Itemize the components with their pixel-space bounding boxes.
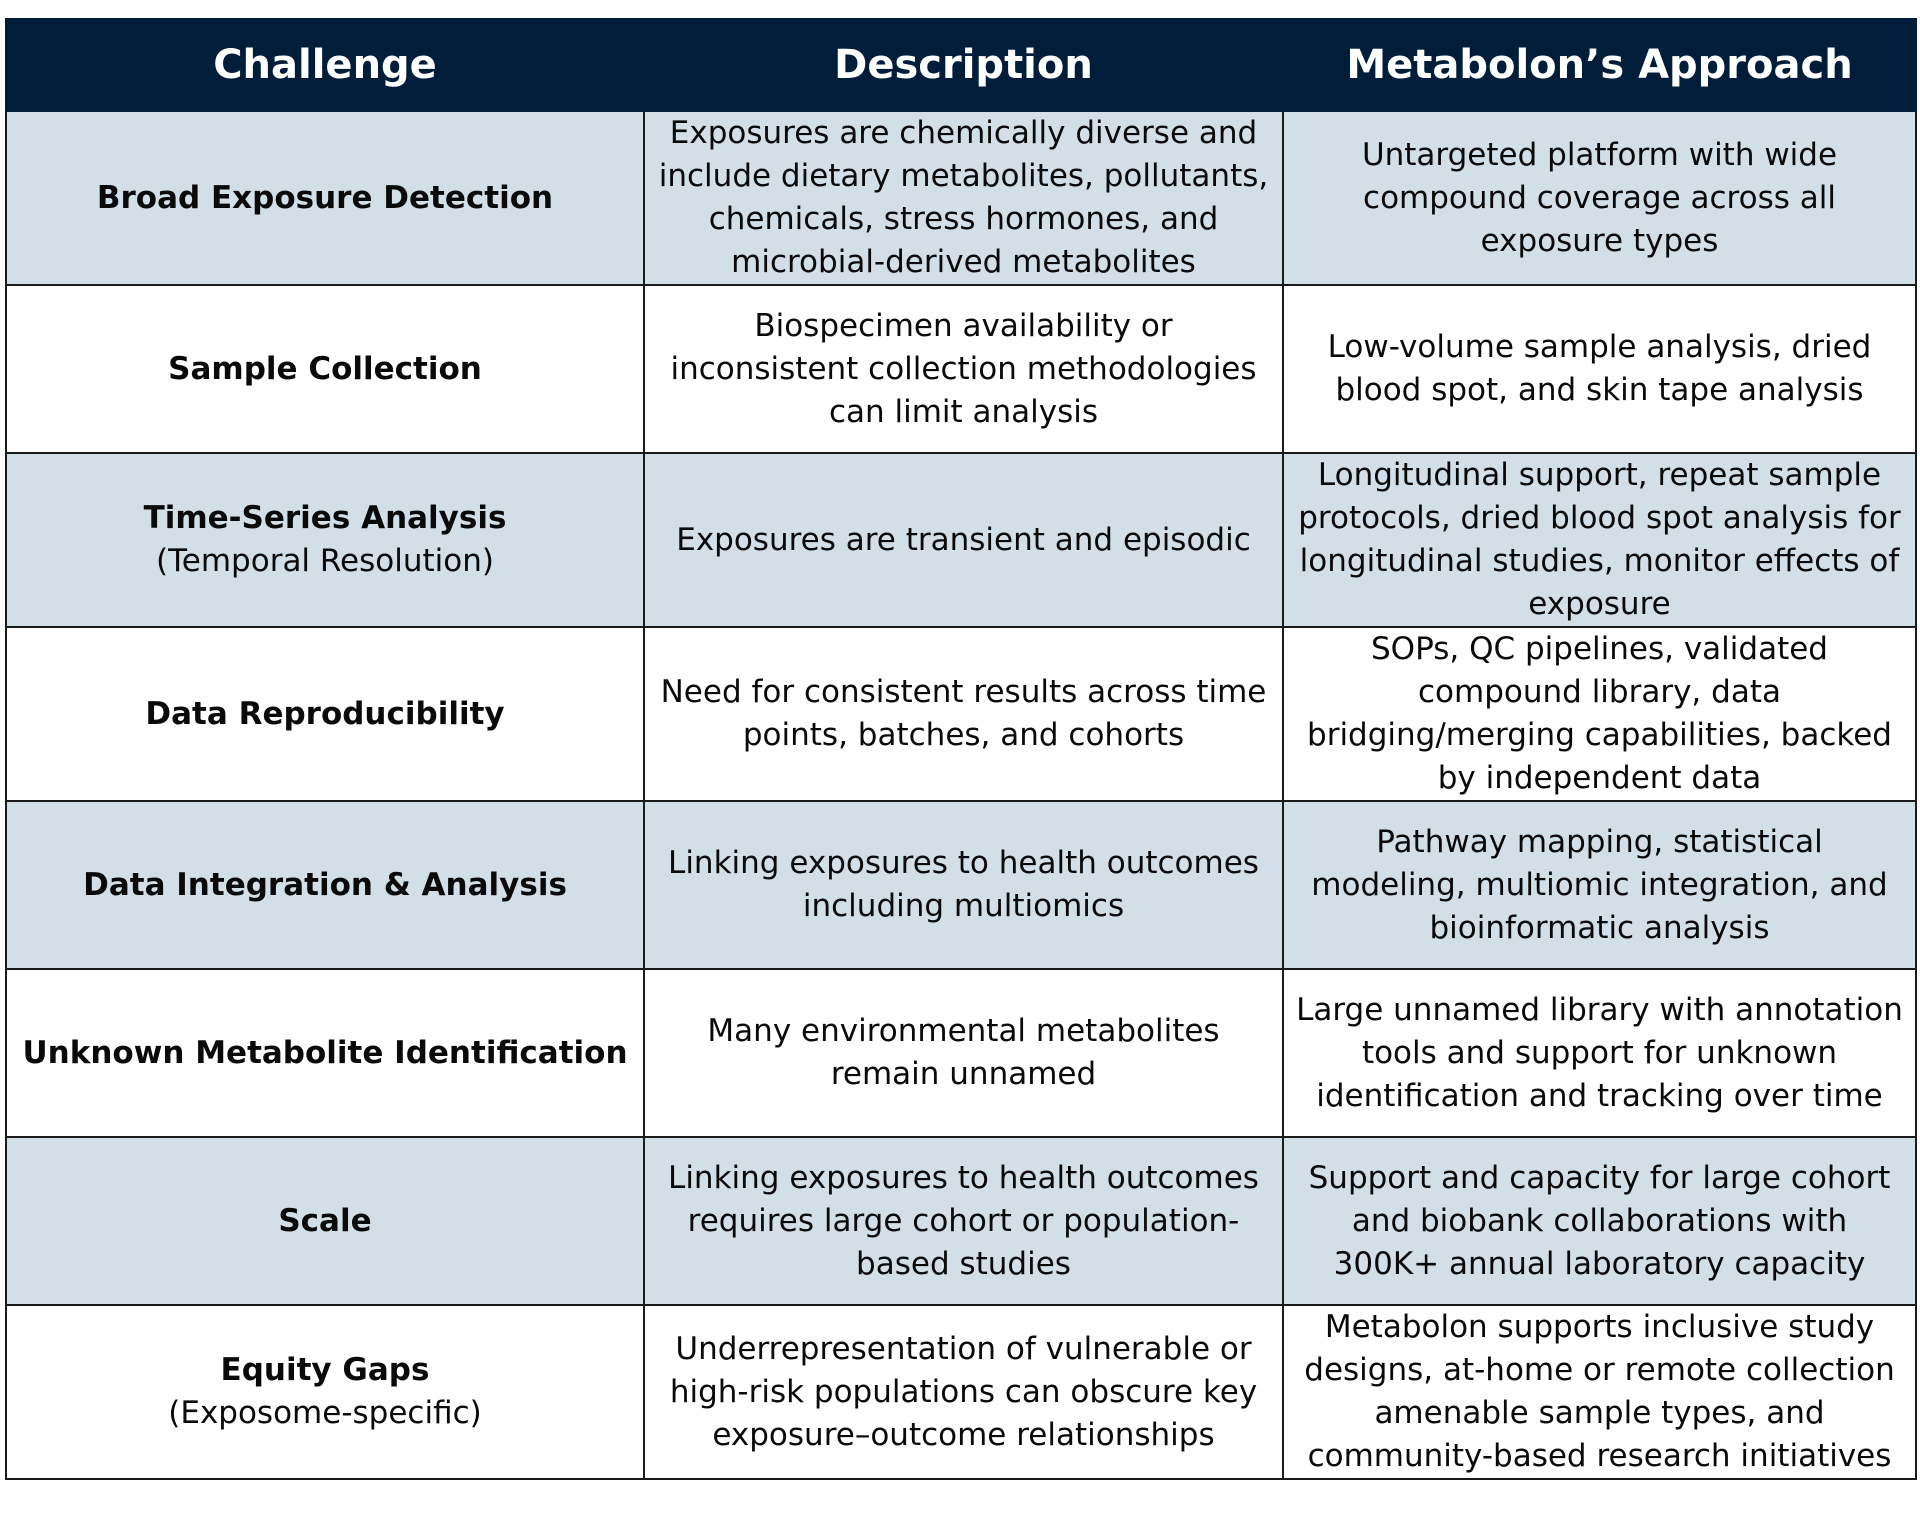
challenge-title: Broad Exposure Detection [96,179,554,216]
challenge-title: Data Integration & Analysis [83,866,567,903]
header-approach: Metabolon’s Approach [1283,19,1916,111]
approach-cell: SOPs, QC pipelines, validated compound library, data bridging/merging capabilities, backed by independent data [1283,627,1916,801]
table-row [6,969,1916,1137]
challenge-cell [6,111,644,285]
table-body [6,111,1916,1479]
header-challenge: Challenge [6,19,644,111]
description-cell: Exposures are chemically diverse and include dietary metabolites, pollutants, chemicals, stress hormones, and microbial-derived metabolites [644,111,1283,285]
challenge-cell [6,1137,644,1305]
approach-cell: Support and capacity for large cohort and biobank collaborations with 300K+ annual laboratory capacity [1283,1137,1916,1305]
description-cell: Linking exposures to health outcomes requires large cohort or population-based studies [644,1137,1283,1305]
challenge-cell [6,801,644,969]
table-row [6,285,1916,453]
challenge-cell [6,627,644,801]
approach-cell: Longitudinal support, repeat sample protocols, dried blood spot analysis for longitudinal studies, monitor effects of exposure [1283,453,1916,627]
challenge-subtitle: (Temporal Resolution) [156,543,494,579]
header-description: Description [644,19,1283,111]
description-cell: Exposures are transient and episodic [644,453,1283,627]
challenge-title: Unknown Metabolite Identification [22,1034,628,1071]
approach-cell: Low-volume sample analysis, dried blood spot, and skin tape analysis [1283,285,1916,453]
approach-cell: Metabolon supports inclusive study designs, at-home or remote collection amenable sample types, and community-based research initiatives [1283,1305,1916,1479]
table-row [6,453,1916,627]
description-cell: Underrepresentation of vulnerable or high-risk populations can obscure key exposure–outcome relationships [644,1305,1283,1479]
table-row [6,1305,1916,1479]
challenge-title: Time-Series Analysis [143,500,507,536]
table-row [6,801,1916,969]
challenge-subtitle: (Exposome-specific) [168,1395,482,1431]
header-row [6,19,1916,111]
description-cell: Many environmental metabolites remain unnamed [644,969,1283,1137]
challenge-title: Data Reproducibility [145,695,505,732]
description-cell: Linking exposures to health outcomes including multiomics [644,801,1283,969]
approach-cell: Pathway mapping, statistical modeling, multiomic integration, and bioinformatic analysis [1283,801,1916,969]
description-cell: Need for consistent results across time points, batches, and cohorts [644,627,1283,801]
description-cell: Biospecimen availability or inconsistent collection methodologies can limit analysis [644,285,1283,453]
challenge-cell [6,453,644,627]
challenge-cell [6,1305,644,1479]
challenges-table [5,18,1917,1480]
table-header [6,19,1916,111]
challenge-title: Equity Gaps [220,1352,430,1388]
table-row [6,627,1916,801]
challenge-cell [6,969,644,1137]
challenge-cell [6,285,644,453]
challenge-title: Scale [278,1202,372,1239]
approach-cell: Untargeted platform with wide compound coverage across all exposure types [1283,111,1916,285]
approach-cell: Large unnamed library with annotation tools and support for unknown identification and tracking over time [1283,969,1916,1137]
challenge-title: Sample Collection [168,350,482,387]
table-row [6,111,1916,285]
table-row [6,1137,1916,1305]
